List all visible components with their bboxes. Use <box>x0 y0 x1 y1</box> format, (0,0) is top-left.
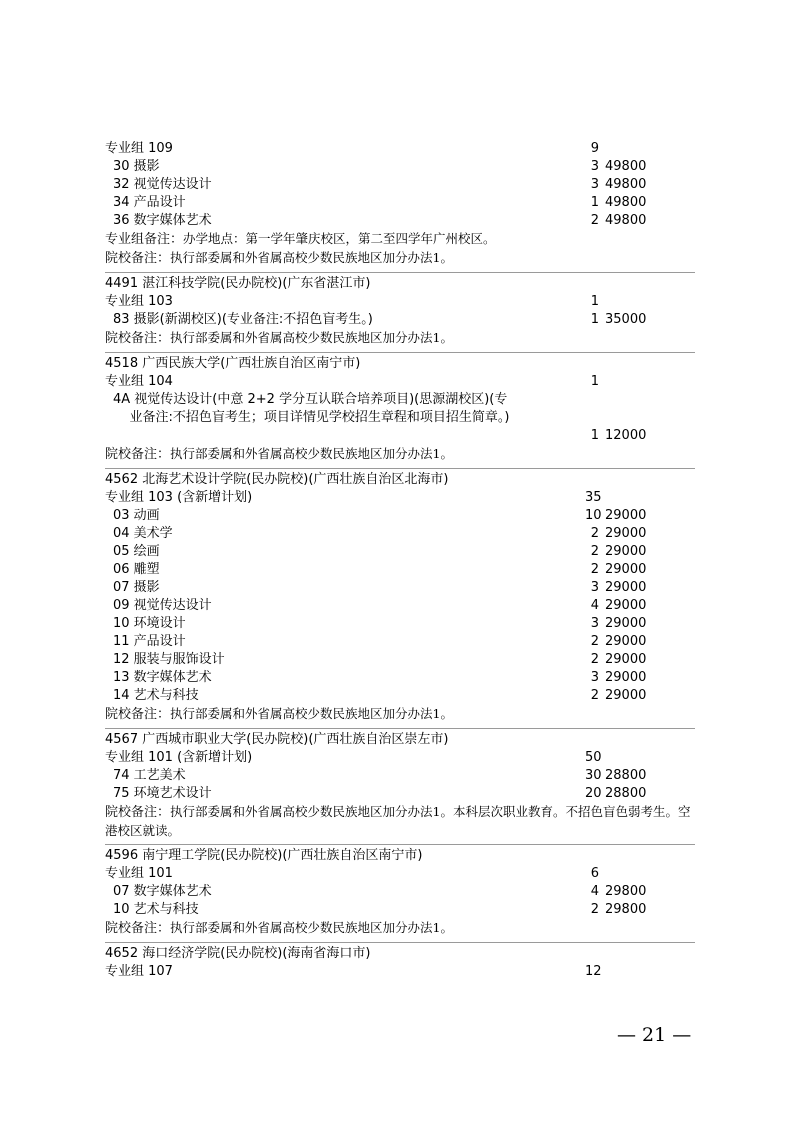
remark-text: 执行部委属和外省属高校少数民族地区加分办法1。 <box>170 706 453 721</box>
major-row <box>105 158 695 176</box>
page-number: — 21 — <box>617 1024 692 1046</box>
major-name: 12 服装与服饰设计 <box>113 652 225 667</box>
tuition-fee: 29000 <box>605 598 647 613</box>
group-row <box>105 293 695 311</box>
tuition-fee: 29000 <box>605 670 647 685</box>
tuition-fee: 29000 <box>605 544 647 559</box>
remark <box>105 329 695 348</box>
remark-prefix: 院校备注： <box>105 805 171 820</box>
remark-text: 执行部委属和外省属高校少数民族地区加分办法1。本科层次职业教育。不招色盲色弱考生。空港校区就读。 <box>105 804 691 838</box>
plan-count: 50 <box>585 750 602 765</box>
group-row <box>105 731 695 749</box>
plan-count: 4 <box>590 598 599 613</box>
tuition-fee: 49800 <box>605 159 647 174</box>
major-name: 83 摄影(新湖校区)(专业备注:不招色盲考生。) <box>113 312 373 327</box>
tuition-fee: 29000 <box>605 580 647 595</box>
remark-text: 执行部委属和外省属高校少数民族地区加分办法1。 <box>170 446 453 461</box>
plan-count: 2 <box>590 213 599 228</box>
major-name: 75 环境艺术设计 <box>113 786 212 801</box>
group-label: 4518 广西民族大学(广西壮族自治区南宁市) <box>105 356 361 371</box>
major-row <box>105 615 695 633</box>
group-label: 4567 广西城市职业大学(民办院校)(广西壮族自治区崇左市) <box>105 732 449 747</box>
plan-count: 1 <box>590 428 599 443</box>
plan-count: 2 <box>590 562 599 577</box>
major-row <box>105 883 695 901</box>
tuition-fee: 29000 <box>605 526 647 541</box>
section-divider <box>105 844 695 845</box>
section-divider <box>105 728 695 729</box>
major-row <box>105 561 695 579</box>
plan-count: 35 <box>585 490 602 505</box>
remark-prefix: 院校备注： <box>105 331 171 346</box>
group-label: 专业组 109 <box>105 141 173 156</box>
major-name: 04 美术学 <box>113 526 173 541</box>
plan-count: 2 <box>590 652 599 667</box>
group-label: 4596 南宁理工学院(民办院校)(广西壮族自治区南宁市) <box>105 848 423 863</box>
remark-prefix: 院校备注： <box>105 921 171 936</box>
tuition-fee: 29000 <box>605 616 647 631</box>
remark-prefix: 专业组备注： <box>105 232 184 247</box>
group-row <box>105 140 695 158</box>
major-name: 07 数字媒体艺术 <box>113 884 212 899</box>
major-row <box>105 507 695 525</box>
major-name-line: 4A 视觉传达设计(中意 2+2 学分互认联合培养项目)(思源湖校区)(专 <box>113 392 508 407</box>
group-row <box>105 355 695 373</box>
group-label: 专业组 103 <box>105 294 173 309</box>
major-name: 32 视觉传达设计 <box>113 177 212 192</box>
major-name: 10 环境设计 <box>113 616 186 631</box>
remark-text: 执行部委属和外省属高校少数民族地区加分办法1。 <box>170 920 453 935</box>
plan-count: 6 <box>590 866 599 881</box>
tuition-fee: 29800 <box>605 884 647 899</box>
group-row <box>105 847 695 865</box>
group-row <box>105 489 695 507</box>
major-row <box>105 311 695 329</box>
group-row <box>105 275 695 293</box>
remark-text: 办学地点：第一学年肇庆校区，第二至四学年广州校区。 <box>183 231 496 246</box>
group-row <box>105 865 695 883</box>
major-name: 30 摄影 <box>113 159 160 174</box>
group-label: 专业组 107 <box>105 964 173 979</box>
major-row <box>105 212 695 230</box>
section-divider <box>105 272 695 273</box>
group-row <box>105 427 695 445</box>
section-divider <box>105 352 695 353</box>
major-name: 10 艺术与科技 <box>113 902 199 917</box>
tuition-fee: 12000 <box>605 428 647 443</box>
group-label: 专业组 101 (含新增计划) <box>105 750 253 765</box>
plan-count: 1 <box>590 195 599 210</box>
plan-count: 3 <box>590 616 599 631</box>
tuition-fee: 49800 <box>605 195 647 210</box>
section-divider <box>105 942 695 943</box>
remark <box>105 919 695 938</box>
plan-count: 3 <box>590 159 599 174</box>
group-label: 4491 湛江科技学院(民办院校)(广东省湛江市) <box>105 276 371 291</box>
tuition-fee: 29000 <box>605 688 647 703</box>
section-divider <box>105 468 695 469</box>
major-name: 13 数字媒体艺术 <box>113 670 212 685</box>
plan-count: 3 <box>590 670 599 685</box>
major-name-line: 业备注:不招色盲考生；项目详情见学校招生章程和项目招生简章。) <box>113 410 510 425</box>
major-name: 05 绘画 <box>113 544 160 559</box>
major-row <box>105 579 695 597</box>
major-name: 34 产品设计 <box>113 195 186 210</box>
tuition-fee: 29000 <box>605 652 647 667</box>
plan-count: 30 <box>585 768 602 783</box>
major-row <box>105 543 695 561</box>
major-row <box>105 767 695 785</box>
plan-count: 1 <box>590 312 599 327</box>
plan-count: 20 <box>585 786 602 801</box>
major-name: 09 视觉传达设计 <box>113 598 212 613</box>
major-row <box>105 525 695 543</box>
plan-count: 3 <box>590 580 599 595</box>
plan-count: 4 <box>590 884 599 899</box>
group-label: 4562 北海艺术设计学院(民办院校)(广西壮族自治区北海市) <box>105 472 449 487</box>
tuition-fee: 35000 <box>605 312 647 327</box>
major-row <box>105 597 695 615</box>
major-row <box>105 633 695 651</box>
tuition-fee: 29000 <box>605 508 647 523</box>
group-label: 专业组 104 <box>105 374 173 389</box>
major-name: 74 工艺美术 <box>113 768 186 783</box>
group-row <box>105 945 695 963</box>
major-row <box>105 669 695 687</box>
plan-count: 1 <box>590 374 599 389</box>
plan-count: 2 <box>590 544 599 559</box>
remark-prefix: 院校备注： <box>105 251 171 266</box>
plan-count: 2 <box>590 526 599 541</box>
remark-prefix: 院校备注： <box>105 707 171 722</box>
tuition-fee: 29000 <box>605 634 647 649</box>
group-row <box>105 471 695 489</box>
group-row <box>105 373 695 391</box>
plan-count: 2 <box>590 688 599 703</box>
plan-count: 9 <box>590 141 599 156</box>
remark <box>105 803 695 840</box>
plan-count: 1 <box>590 294 599 309</box>
plan-count: 2 <box>590 902 599 917</box>
major-row <box>105 901 695 919</box>
major-name: 07 摄影 <box>113 580 160 595</box>
admission-plan-list <box>105 140 695 981</box>
plan-count: 12 <box>585 964 602 979</box>
major-name: 14 艺术与科技 <box>113 688 199 703</box>
tuition-fee: 29800 <box>605 902 647 917</box>
major-name: 06 雕塑 <box>113 562 160 577</box>
group-label: 专业组 103 (含新增计划) <box>105 490 253 505</box>
remark <box>105 230 695 249</box>
tuition-fee: 49800 <box>605 177 647 192</box>
plan-count: 10 <box>585 508 602 523</box>
major-name: 36 数字媒体艺术 <box>113 213 212 228</box>
remark-prefix: 院校备注： <box>105 447 171 462</box>
tuition-fee: 28800 <box>605 768 647 783</box>
major-name: 03 动画 <box>113 508 160 523</box>
group-row <box>105 749 695 767</box>
group-row <box>105 963 695 981</box>
major-row <box>105 194 695 212</box>
major-row <box>105 651 695 669</box>
remark <box>105 249 695 268</box>
plan-count: 2 <box>590 634 599 649</box>
tuition-fee: 28800 <box>605 786 647 801</box>
remark <box>105 445 695 464</box>
plan-count: 3 <box>590 177 599 192</box>
remark <box>105 705 695 724</box>
major-row-wrapped <box>105 391 543 427</box>
major-row <box>105 176 695 194</box>
group-label: 4652 海口经济学院(民办院校)(海南省海口市) <box>105 946 371 961</box>
major-name: 11 产品设计 <box>113 634 186 649</box>
major-row <box>105 785 695 803</box>
tuition-fee: 49800 <box>605 213 647 228</box>
major-row <box>105 687 695 705</box>
remark-text: 执行部委属和外省属高校少数民族地区加分办法1。 <box>170 330 453 345</box>
group-label: 专业组 101 <box>105 866 173 881</box>
tuition-fee: 29000 <box>605 562 647 577</box>
remark-text: 执行部委属和外省属高校少数民族地区加分办法1。 <box>170 250 453 265</box>
